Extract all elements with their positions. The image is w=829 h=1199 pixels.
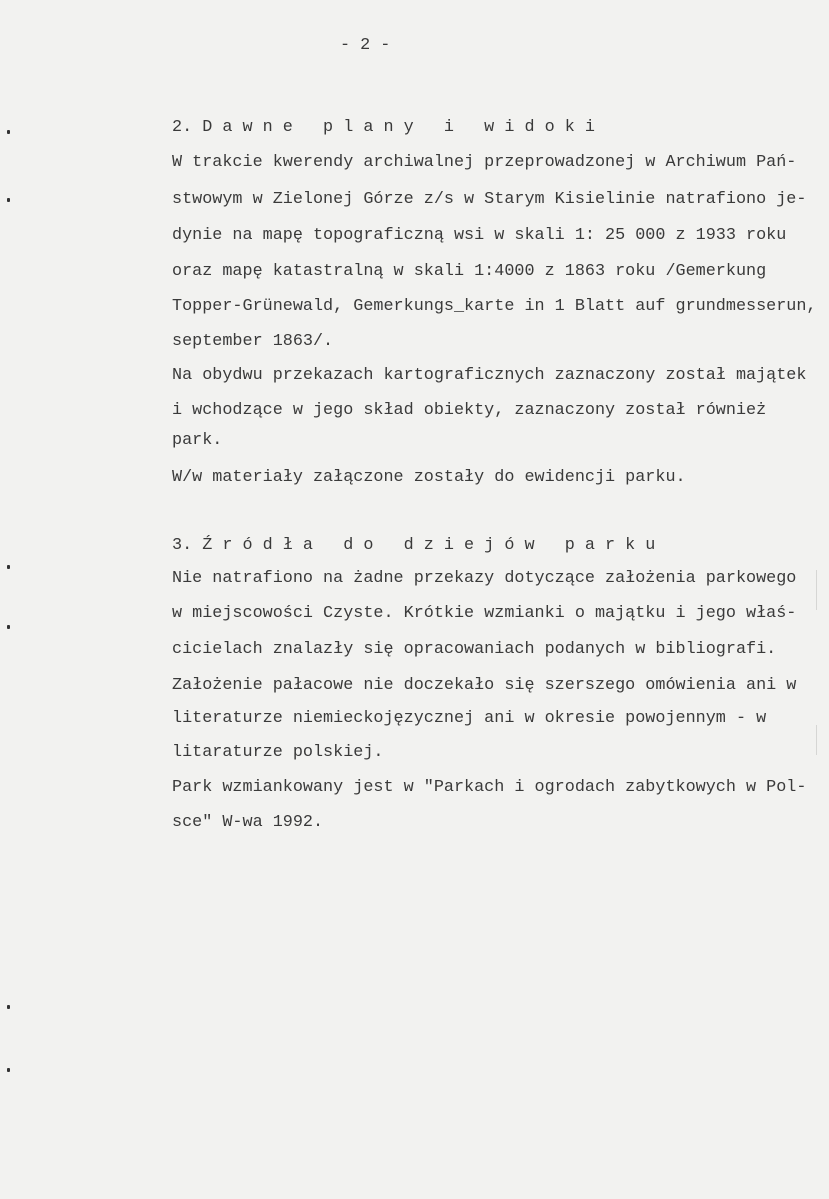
margin-mark bbox=[7, 130, 10, 134]
text-line: w miejscowości Czyste. Krótkie wzmianki o majątku i jego właś- bbox=[172, 604, 797, 623]
margin-mark bbox=[7, 625, 10, 629]
text-line: dynie na mapę topograficzną wsi w skali 1: 25 000 z 1933 roku bbox=[172, 226, 787, 245]
margin-mark bbox=[7, 198, 10, 202]
section-2-heading: 2. D a w n e p l a n y i w i d o k i bbox=[172, 118, 595, 137]
text-line: oraz mapę katastralną w skali 1:4000 z 1863 roku /Gemerkung bbox=[172, 262, 767, 281]
text-line: Na obydwu przekazach kartograficznych zaznaczony został majątek bbox=[172, 366, 807, 385]
page-number: - 2 - bbox=[340, 36, 391, 55]
text-line: Park wzmiankowany jest w "Parkach i ogrodach zabytkowych w Pol- bbox=[172, 778, 807, 797]
text-line: W/w materiały załączone zostały do ewidencji parku. bbox=[172, 468, 686, 487]
text-line: september 1863/. bbox=[172, 332, 334, 351]
text-line: cicielach znalazły się opracowaniach podanych w bibliografi. bbox=[172, 640, 777, 659]
text-line: Nie natrafiono na żadne przekazy dotyczące założenia parkowego bbox=[172, 569, 797, 588]
text-line: W trakcie kwerendy archiwalnej przeprowadzonej w Archiwum Pań- bbox=[172, 153, 797, 172]
text-line: stwowym w Zielonej Górze z/s w Starym Kisielinie natrafiono je- bbox=[172, 190, 807, 209]
text-line: i wchodzące w jego skład obiekty, zaznaczony został również bbox=[172, 401, 767, 420]
text-line: literaturze niemieckojęzycznej ani w okresie powojennym - w bbox=[172, 709, 767, 728]
text-line: Założenie pałacowe nie doczekało się szerszego omówienia ani w bbox=[172, 676, 797, 695]
margin-mark bbox=[7, 565, 10, 569]
text-line: Topper-Grünewald, Gemerkungs_karte in 1 Blatt auf grundmesserun, bbox=[172, 297, 817, 316]
margin-mark bbox=[7, 1005, 10, 1009]
margin-mark bbox=[7, 1068, 10, 1072]
section-3-heading: 3. Ź r ó d ł a d o d z i e j ó w p a r k u bbox=[172, 536, 656, 555]
text-line: litaraturze polskiej. bbox=[172, 743, 384, 762]
text-line: park. bbox=[172, 431, 223, 450]
text-line: sce" W-wa 1992. bbox=[172, 813, 324, 832]
scan-edge bbox=[816, 725, 817, 755]
scan-edge bbox=[816, 570, 817, 610]
